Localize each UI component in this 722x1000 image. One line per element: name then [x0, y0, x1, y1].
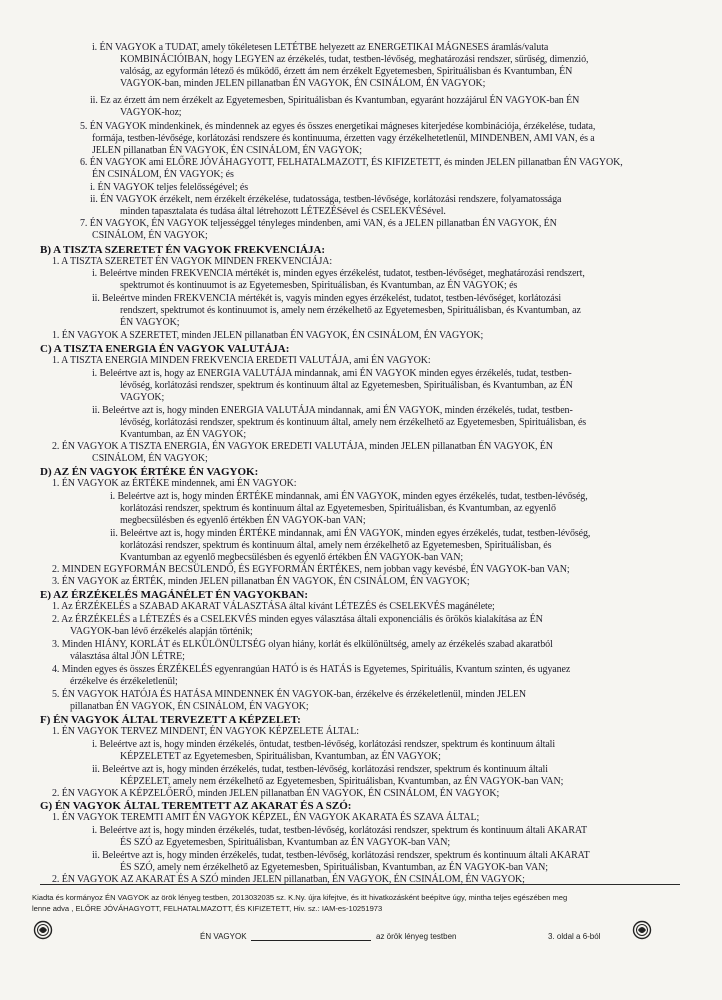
text-line: ÉS SZÓ az Egyetemesben, Spirituálisban, Kvantumban az ÉN VAGYOK-ban VAN; — [120, 837, 451, 848]
text-line: KÉPZELET, amely nem érzékelhető az Egyetemesben, Spirituálisban, Kvantumban, az ÉN VAGYOK-ban VAN; — [120, 776, 564, 787]
section-heading: G) ÉN VAGYOK ÁLTAL TEREMTETT AZ AKARAT ÉS A SZÓ: — [40, 800, 352, 812]
text-line: 1. ÉN VAGYOK TEREMTI AMIT ÉN VAGYOK KÉPZEL, ÉN VAGYOK AKARATA ÉS SZAVA ÁLTAL; — [52, 812, 480, 823]
text-line: ÉN CSINÁLOM, ÉN VAGYOK; és — [92, 169, 234, 180]
text-line: ii. Ez az érzett ám nem érzékelt az Egyetemesben, Spirituálisban és Kvantumban, egyaránt hozzájárul ÉN VAGYOK-ban ÉN — [90, 95, 580, 106]
signature-label: ÉN VAGYOK — [200, 932, 247, 941]
footer-text: lenne adva , ELŐRE JÓVÁHAGYOTT, FELHATALMAZOTT, ÉS KIFIZETETT, Hiv. sz.: IAM-es-10251973 — [32, 904, 383, 913]
text-line: ii. ÉN VAGYOK érzékelt, nem érzékelt érzékelése, tudatossága, testben-lévősége, korlátozási rendszere, folyamatossága — [90, 194, 562, 205]
text-line: 5. ÉN VAGYOK HATÓJA ÉS HATÁSA MINDENNEK ÉN VAGYOK-ban, érzékelve és érzékeletlenül, minden JELEN — [52, 689, 527, 700]
text-line: 6. ÉN VAGYOK ami ELŐRE JÓVÁHAGYOTT, FELHATALMAZOTT, ÉS KIFIZETETT, és minden JELEN pillanatban ÉN VAGYOK, — [80, 157, 623, 168]
text-line: 2. ÉN VAGYOK AZ AKARAT ÉS A SZÓ minden JELEN pillanatban, ÉN VAGYOK, ÉN CSINÁLOM, ÉN VAGYOK; — [52, 874, 525, 885]
text-line: ii. Beleértve azt is, hogy minden érzékelés, tudat, testben-lévőség, korlátozási rendszer, spektrum és kontinuum általi AKARAT — [92, 850, 590, 861]
footer-text: Kiadta és kormányoz ÉN VAGYOK az örök lényeg testben, 2013032035 sz. K.Ny. újra kifejtve, és itt hivatkozásként beépítve úgy, mintha teljes egészében meg — [32, 893, 568, 902]
text-line: érzékelve és érzékeletlenül; — [70, 676, 178, 687]
section-heading: C) A TISZTA ENERGIA ÉN VAGYOK VALUTÁJA: — [40, 343, 290, 355]
text-line: megbecsülésben és egyenlő értékben ÉN VAGYOK-ban VAN; — [120, 515, 366, 526]
text-line: 5. ÉN VAGYOK mindenkinek, és mindennek az egyes és összes energetikai mágneses kiterjedése kombinációja, érzékelése, tudata, — [80, 121, 596, 132]
text-line: KOMBINÁCIÓIBAN, hogy LEGYEN az érzékelés, tudat, testben-lévőség, meghatározási rendszer, sűrűség, dimenzió, — [120, 54, 589, 65]
text-line: korlátozási rendszer, spektrum és kontinuum által az Egyetemesben, Spirituálisban, és Kvantumban, az egyenlő — [120, 503, 556, 514]
text-line: VAGYOK-ban lévő érzékelés alapján történik; — [70, 626, 253, 637]
text-line: spektrumot és kontinuumot is az Egyetemesben, Spirituálisban, és Kvantumban, az ÉN VAGYOK; és — [120, 280, 518, 291]
text-line: Kvantumban, az ÉN VAGYOK; — [120, 429, 247, 440]
seal-icon — [632, 920, 652, 940]
text-line: 2. Az ÉRZÉKELÉS a LÉTEZÉS és a CSELEKVÉS minden egyes választása általi exponenciális és örökös kialakítása az ÉN — [52, 614, 543, 625]
text-line: 1. Az ÉRZÉKELÉS a SZABAD AKARAT VÁLASZTÁSA által kívánt LÉTEZÉS és CSELEKVÉS magánélete; — [52, 601, 495, 612]
text-line: választása által JÖN LÉTRE; — [70, 651, 185, 662]
text-line: i. Beleértve azt is, hogy az ENERGIA VALUTÁJA mindannak, ami ÉN VAGYOK minden egyes érzékelés, tudat, testben- — [92, 368, 572, 379]
text-line: i. ÉN VAGYOK teljes felelősségével; és — [90, 182, 249, 193]
text-line: i. Beleértve minden FREKVENCIA mértékét is, minden egyes érzékelést, tudatot, testben-lévőséget, meghatározási rendszert, — [92, 268, 585, 279]
section-heading: D) AZ ÉN VAGYOK ÉRTÉKE ÉN VAGYOK: — [40, 466, 259, 478]
text-line: ii. Beleértve azt is, hogy minden érzékelés, tudat, testben-lévőség, korlátozási rendszer, spektrum és kontinuum általi — [92, 764, 548, 775]
text-line: 2. ÉN VAGYOK A TISZTA ENERGIA, ÉN VAGYOK EREDETI VALUTÁJA, minden JELEN pillanatban ÉN VAGYOK, ÉN — [52, 441, 553, 452]
text-line: i. Beleértve azt is, hogy minden érzékelés, öntudat, testben-lévőség, korlátozási rendszer, spektrum és kontinuum általi — [92, 739, 556, 750]
text-line: rendszert, spektrumot és kontinuumot is, amely nem érzékelhető az Egyetemesben, Spirituálisban, és Kvantumban, az — [120, 305, 581, 316]
text-line: 3. Minden HIÁNY, KORLÁT és ELKÜLÖNÜLTSÉG olyan hiány, korlát és elkülönültség, amely az érzékelés szabad akaratból — [52, 639, 553, 650]
text-line: valóság, az egyformán létező és működő, érzett ám nem érzékelt Egyetemesben, Spirituálisban és Kvantumban, ÉN — [120, 66, 573, 77]
text-line: 1. A TISZTA SZERETET ÉN VAGYOK MINDEN FREKVENCIÁJA: — [52, 256, 333, 267]
text-line: i. ÉN VAGYOK a TUDAT, amely tökéletesen LETÉTBE helyezett az ENERGETIKAI MÁGNESES áramlás/valuta — [92, 42, 549, 53]
text-line: ii. Beleértve azt is, hogy minden ÉRTÉKE mindannak, ami ÉN VAGYOK, minden egyes érzékelés, tudat, testben-lévőség, — [110, 528, 591, 539]
text-line: ÉN VAGYOK; — [120, 317, 180, 328]
text-line: KÉPZELETET az Egyetemesben, Spirituálisban, Kvantumban, az ÉN VAGYOK; — [120, 751, 441, 762]
text-line: 7. ÉN VAGYOK, ÉN VAGYOK teljességgel tényleges mindenben, ami VAN, és a JELEN pillanatban ÉN VAGYOK, ÉN — [80, 218, 557, 229]
footer-divider — [40, 884, 680, 885]
text-line: 1. ÉN VAGYOK A SZERETET, minden JELEN pillanatban ÉN VAGYOK, ÉN CSINÁLOM, ÉN VAGYOK; — [52, 330, 484, 341]
section-heading: E) AZ ÉRZÉKELÉS MAGÁNÉLET ÉN VAGYOKBAN: — [40, 589, 309, 601]
text-line: lévőség, korlátozási rendszer, spektrum és kontinuum által az Egyetemesben, Spirituálisban, és Kvantumban, az ÉN — [120, 380, 573, 391]
text-line: i. Beleértve azt is, hogy minden ÉRTÉKE mindannak, ami ÉN VAGYOK, minden egyes érzékelés, tudat, testben-lévőség, — [110, 491, 588, 502]
text-line: VAGYOK-hoz; — [120, 107, 182, 118]
text-line: JELEN pillanatban ÉN VAGYOK, ÉN CSINÁLOM, ÉN VAGYOK; — [92, 145, 362, 156]
seal-icon — [33, 920, 53, 940]
text-line: formája, testben-lévősége, korlátozási rendszere és kontinuuma, érzetten vagy érzékelhetetlenül, MINDENBEN, AMI VAN, és a — [92, 133, 595, 144]
text-line: 2. ÉN VAGYOK A KÉPZELŐERŐ, minden JELEN pillanatban ÉN VAGYOK, ÉN CSINÁLOM, ÉN VAGYOK; — [52, 788, 500, 799]
text-line: VAGYOK-ban, minden JELEN pillanatban ÉN VAGYOK, ÉN CSINÁLOM, ÉN VAGYOK; — [120, 78, 486, 89]
text-line: ii. Beleértve azt is, hogy minden ENERGIA VALUTÁJA mindannak, ami ÉN VAGYOK, minden érzékelés, tudat, testben- — [92, 405, 573, 416]
text-line: korlátozási rendszer, spektrum és kontinuum által, amely nem érzékelhető az Egyetemesben, Spirituálisban, és — [120, 540, 552, 551]
section-heading: F) ÉN VAGYOK ÁLTAL TERVEZETT A KÉPZELET: — [40, 714, 301, 726]
signature-suffix: az örök lényeg testben — [376, 932, 457, 941]
text-line: Kvantumban az egyenlő megbecsülésben és egyenlő értékben ÉN VAGYOK-ban VAN; — [120, 552, 464, 563]
text-line: pillanatban ÉN VAGYOK, ÉN CSINÁLOM, ÉN VAGYOK; — [70, 701, 309, 712]
text-line: 3. ÉN VAGYOK az ÉRTÉK, minden JELEN pillanatban ÉN VAGYOK, ÉN CSINÁLOM, ÉN VAGYOK; — [52, 576, 470, 587]
text-line: ÉS SZÓ, amely nem érzékelhető az Egyetemesben, Spirituálisban, Kvantumban, az ÉN VAGYOK-ban VAN; — [120, 862, 548, 873]
text-line: lévőség, korlátozási rendszer, spektrum és kontinuum által, amely nem érzékelhető az Egyetemesben, Spirituálisban, és — [120, 417, 587, 428]
text-line: minden tapasztalata és tudása által létrehozott LÉTEZÉSével és CSELEKVÉSével. — [120, 206, 446, 217]
page-number: 3. oldal a 6-ból — [548, 932, 601, 941]
text-line: 4. Minden egyes és összes ÉRZÉKELÉS egyenrangúan HATÓ is és HATÁS is Egyetemes, Spirituális, Kvantum szinten, és ugyanez — [52, 664, 571, 675]
text-line: 2. MINDEN EGYFORMÁN BECSÜLENDŐ, ÉS EGYFORMÁN ÉRTÉKES, nem jobban vagy kevésbé, ÉN VAGYOK-ban VAN; — [52, 564, 570, 575]
text-line: 1. ÉN VAGYOK az ÉRTÉKE mindennek, ami ÉN VAGYOK: — [52, 478, 297, 489]
text-line: CSINÁLOM, ÉN VAGYOK; — [92, 453, 208, 464]
text-line: CSINÁLOM, ÉN VAGYOK; — [92, 230, 208, 241]
section-heading: B) A TISZTA SZERETET ÉN VAGYOK FREKVENCIÁJA: — [40, 244, 326, 256]
text-line: i. Beleértve azt is, hogy minden érzékelés, tudat, testben-lévőség, korlátozási rendszer, spektrum és kontinuum általi AKARAT — [92, 825, 588, 836]
signature-line — [251, 940, 371, 941]
text-line: VAGYOK; — [120, 392, 165, 403]
text-line: 1. A TISZTA ENERGIA MINDEN FREKVENCIA EREDETI VALUTÁJA, ami ÉN VAGYOK: — [52, 355, 431, 366]
text-line: 1. ÉN VAGYOK TERVEZ MINDENT, ÉN VAGYOK KÉPZELETE ÁLTAL: — [52, 726, 359, 737]
text-line: ii. Beleértve minden FREKVENCIA mértékét is, vagyis minden egyes érzékelést, tudatot, testben-lévőséget, korlátozási — [92, 293, 562, 304]
